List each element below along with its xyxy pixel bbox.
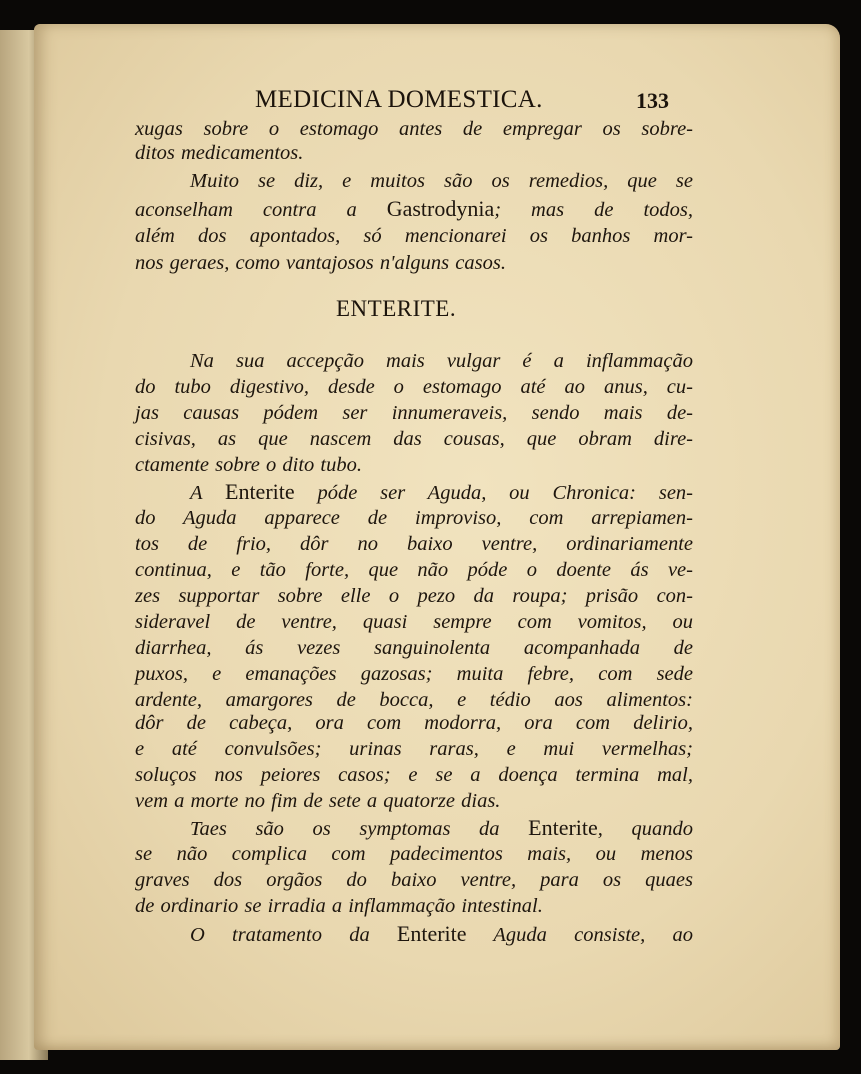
page-number: 133 <box>636 88 669 113</box>
text-segment: zes supportar sobre elle o pezo da roupa; prisão con- <box>135 585 693 607</box>
text-line <box>135 197 693 222</box>
text-segment: póde ser Aguda, ou Chronica: sen- <box>294 482 693 504</box>
text-segment: tos de frio, dôr no baixo ventre, ordinariamente <box>135 533 693 555</box>
text-line <box>135 868 693 892</box>
text-segment: do Aguda apparece de improviso, com arrepiamen- <box>135 507 693 529</box>
text-segment: diarrhea, ás vezes sanguinolenta acompanhada de <box>135 637 693 659</box>
text-segment: jas causas pódem ser innumeraveis, sendo mais de- <box>135 402 693 424</box>
text-line <box>135 224 693 248</box>
text-segment: cisivas, as que nascem das cousas, que obram dire- <box>135 428 693 450</box>
text-line <box>190 816 693 841</box>
text-segment: vem a morte no fim de sete a quatorze dias. <box>135 790 501 812</box>
text-segment: Enterite <box>225 479 295 504</box>
text-segment: dôr de cabeça, ora com modorra, ora com delirio, <box>135 712 693 734</box>
text-segment: Taes são os symptomas da <box>190 818 529 840</box>
text-segment: além dos apontados, só mencionarei os banhos mor- <box>135 225 693 247</box>
text-segment: Aguda consiste, ao <box>466 924 693 946</box>
text-segment: Muito se diz, e muitos são os remedios, que se <box>190 170 693 192</box>
running-header: MEDICINA DOMESTICA. <box>255 86 543 113</box>
text-line <box>135 117 693 141</box>
text-line <box>135 636 693 660</box>
text-line <box>135 401 693 425</box>
text-segment: xugas sobre o estomago antes de empregar os sobre- <box>135 118 693 140</box>
text-line <box>135 251 693 275</box>
text-line <box>135 711 693 735</box>
text-line <box>135 558 693 582</box>
text-line <box>135 506 693 530</box>
text-line <box>135 427 693 451</box>
text-line <box>135 584 693 608</box>
section-heading: ENTERITE. <box>336 296 457 321</box>
text-line <box>135 789 693 813</box>
text-line <box>135 141 693 165</box>
text-line <box>190 349 693 373</box>
text-line <box>135 662 693 686</box>
text-line <box>135 453 693 477</box>
text-line <box>135 375 693 399</box>
text-segment: O tratamento da <box>190 924 397 946</box>
text-segment: do tubo digestivo, desde o estomago até ao anus, cu- <box>135 376 693 398</box>
text-line <box>190 480 693 505</box>
text-segment: se não complica com padecimentos mais, ou menos <box>135 843 693 865</box>
text-line <box>135 610 693 634</box>
text-line <box>135 842 693 866</box>
text-segment: de ordinario se irradia a inflammação intestinal. <box>135 895 543 917</box>
text-segment: nos geraes, como vantajosos n'alguns casos. <box>135 252 506 274</box>
text-segment: ; mas de todos, <box>494 199 693 221</box>
text-line <box>135 737 693 761</box>
text-segment: e até convulsões; urinas raras, e mui vermelhas; <box>135 738 693 760</box>
text-line <box>135 688 693 712</box>
text-segment: Enterite <box>528 815 598 840</box>
text-segment: continua, e tão forte, que não póde o doente ás ve- <box>135 559 693 581</box>
text-segment: graves dos orgãos do baixo ventre, para os quaes <box>135 869 693 891</box>
text-line <box>135 532 693 556</box>
text-segment: ditos medicamentos. <box>135 142 304 164</box>
text-segment: Enterite <box>396 921 467 946</box>
text-segment: ardente, amargores de bocca, e tédio aos alimentos: <box>135 689 693 711</box>
text-segment: puxos, e emanações gazosas; muita febre, com sede <box>135 663 693 685</box>
text-line <box>135 763 693 787</box>
text-segment: , quando <box>597 818 693 840</box>
text-segment: ctamente sobre o dito tubo. <box>135 454 362 476</box>
text-line <box>190 922 693 947</box>
text-segment: Gastrodynia <box>386 196 495 221</box>
text-segment: soluços nos peiores casos; e se a doença termina mal, <box>135 764 693 786</box>
text-segment: Na sua accepção mais vulgar é a inflammação <box>190 350 693 372</box>
text-segment: sideravel de ventre, quasi sempre com vomitos, ou <box>135 611 693 633</box>
text-segment: A <box>190 482 225 504</box>
text-line <box>190 169 693 193</box>
text-line <box>135 894 693 918</box>
text-segment: aconselham contra a <box>135 199 387 221</box>
